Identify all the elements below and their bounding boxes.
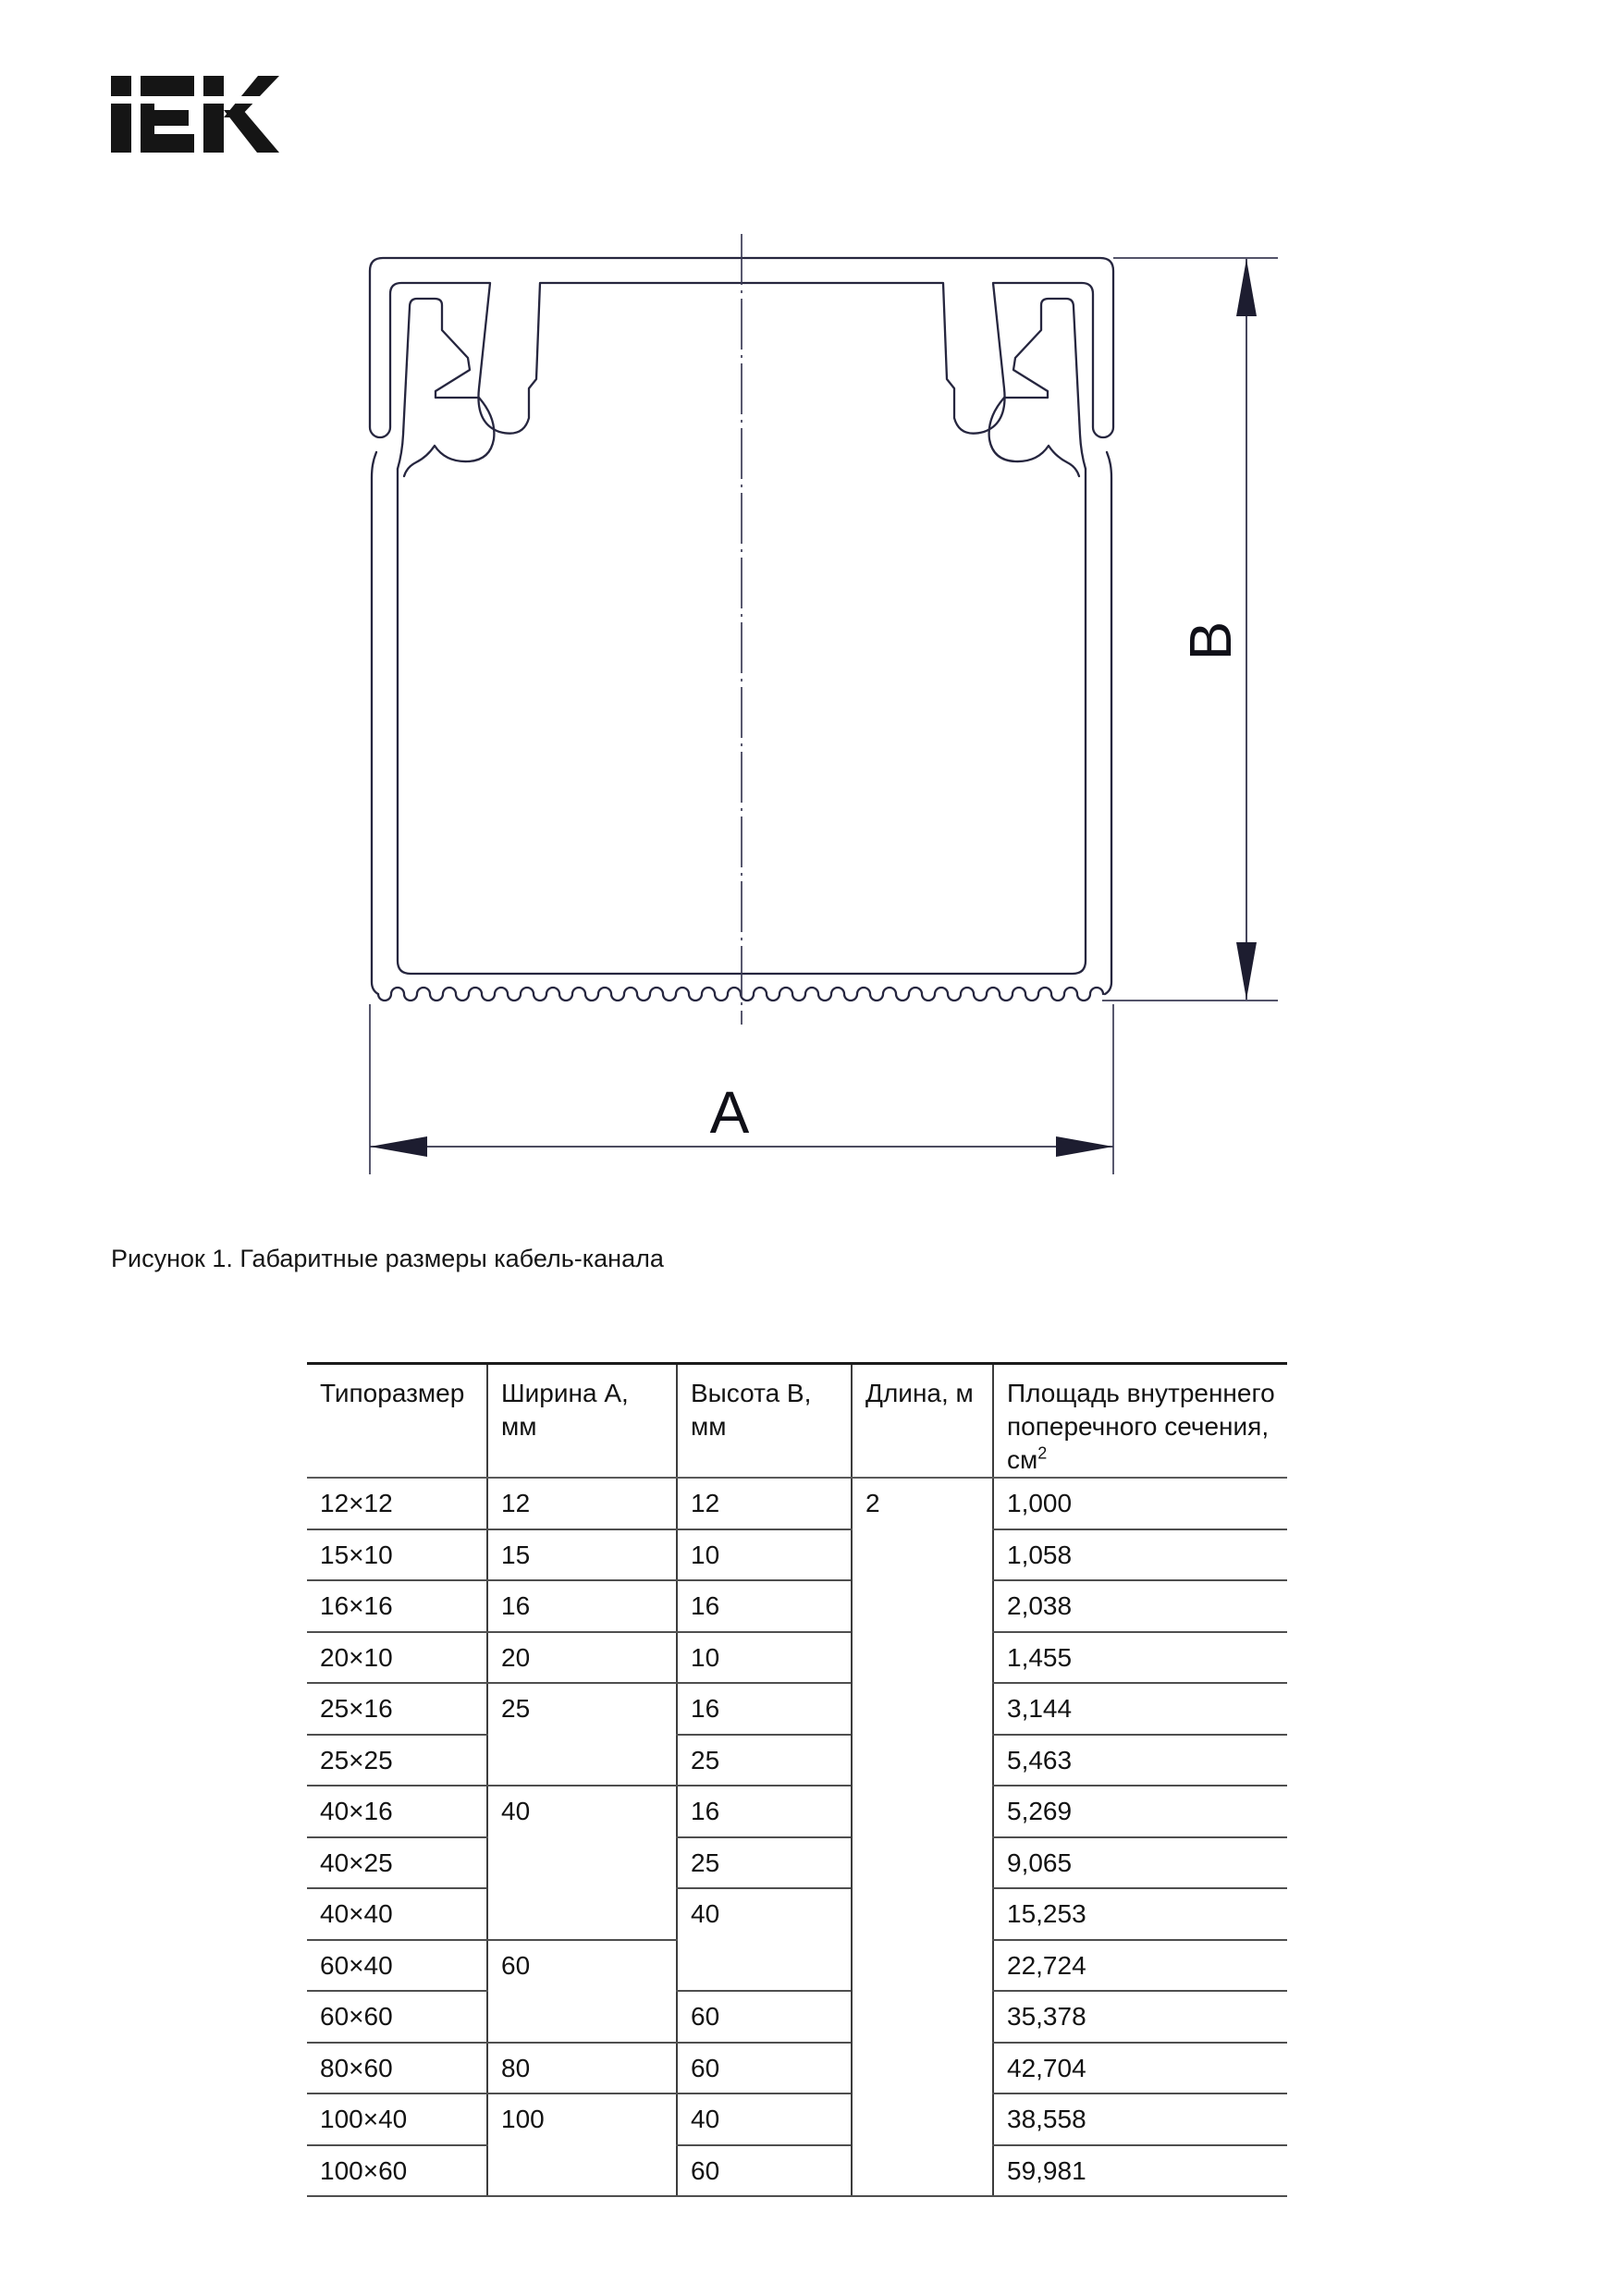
dimensions-table	[307, 1362, 1287, 2197]
height-cell: 60	[677, 2145, 852, 2197]
height-cell: 25	[677, 1837, 852, 1889]
size-cell: 60×40	[307, 1940, 487, 1992]
table-row	[307, 2043, 1287, 2094]
width-cell: 25	[487, 1683, 677, 1786]
dim-a-arrow-right	[1056, 1136, 1113, 1157]
table-row	[307, 1837, 1287, 1889]
size-cell: 40×40	[307, 1888, 487, 1940]
header-cell-3: Длина, м	[852, 1364, 993, 1479]
dimension-b-label: B	[1177, 620, 1244, 661]
base-right-wall	[1105, 452, 1111, 994]
height-cell: 16	[677, 1683, 852, 1735]
table-row	[307, 1529, 1287, 1581]
area-cell: 42,704	[993, 2043, 1287, 2094]
table-row	[307, 1735, 1287, 1786]
area-cell: 9,065	[993, 1837, 1287, 1889]
area-cell: 35,378	[993, 1991, 1287, 2043]
size-cell: 80×60	[307, 2043, 487, 2094]
table-row	[307, 1478, 1287, 1529]
height-cell: 16	[677, 1786, 852, 1837]
width-cell: 20	[487, 1632, 677, 1684]
table-row	[307, 1991, 1287, 2043]
height-cell: 10	[677, 1529, 852, 1581]
width-cell: 40	[487, 1786, 677, 1940]
table-row	[307, 1683, 1287, 1735]
dim-b-arrow-up	[1236, 259, 1257, 316]
area-cell: 59,981	[993, 2145, 1287, 2197]
width-cell: 80	[487, 2043, 677, 2094]
header-cell-area: Площадь внутреннего поперечного сечения, $см^2$	[993, 1364, 1287, 1479]
width-cell: 16	[487, 1580, 677, 1632]
area-cell: 22,724	[993, 1940, 1287, 1992]
height-cell: 40	[677, 1888, 852, 1991]
size-cell: 40×25	[307, 1837, 487, 1889]
area-cell: 2,038	[993, 1580, 1287, 1632]
table-row	[307, 1632, 1287, 1684]
height-cell: 10	[677, 1632, 852, 1684]
width-cell: 60	[487, 1940, 677, 2043]
size-cell: 12×12	[307, 1478, 487, 1529]
size-cell: 60×60	[307, 1991, 487, 2043]
height-cell: 60	[677, 1991, 852, 2043]
table-header	[307, 1364, 1287, 1479]
height-cell: 40	[677, 2093, 852, 2145]
area-cell: 1,058	[993, 1529, 1287, 1581]
width-cell: 15	[487, 1529, 677, 1581]
size-cell: 25×25	[307, 1735, 487, 1786]
height-cell: 60	[677, 2043, 852, 2094]
dim-a-arrow-left	[370, 1136, 427, 1157]
area-cell: 38,558	[993, 2093, 1287, 2145]
table-row	[307, 1888, 1287, 1940]
table-row	[307, 1786, 1287, 1837]
area-cell: 3,144	[993, 1683, 1287, 1735]
size-cell: 40×16	[307, 1786, 487, 1837]
header-cell-0: Типоразмер	[307, 1364, 487, 1479]
table-row	[307, 2145, 1287, 2197]
dimension-a-label: A	[709, 1079, 750, 1146]
size-cell: 20×10	[307, 1632, 487, 1684]
width-cell: 12	[487, 1478, 677, 1529]
area-cell: 5,269	[993, 1786, 1287, 1837]
size-cell: 100×40	[307, 2093, 487, 2145]
corrugated-bottom-edge	[378, 988, 1103, 1001]
area-cell: 5,463	[993, 1735, 1287, 1786]
figure-caption: Рисунок 1. Габаритные размеры кабель-канала	[111, 1245, 664, 1272]
area-cell: 1,000	[993, 1478, 1287, 1529]
width-cell: 100	[487, 2093, 677, 2196]
table-row	[307, 1580, 1287, 1632]
header-cell-1: Ширина А, мм	[487, 1364, 677, 1479]
header-cell-2: Высота В, мм	[677, 1364, 852, 1479]
size-cell: 25×16	[307, 1683, 487, 1735]
size-cell: 100×60	[307, 2145, 487, 2197]
height-cell: 16	[677, 1580, 852, 1632]
height-cell: 12	[677, 1478, 852, 1529]
area-cell: 15,253	[993, 1888, 1287, 1940]
height-cell: 25	[677, 1735, 852, 1786]
size-cell: 16×16	[307, 1580, 487, 1632]
base-left-wall	[372, 452, 378, 994]
area-unit-superscript: 2	[1037, 1443, 1048, 1463]
dim-b-arrow-down	[1236, 942, 1257, 1000]
table-row	[307, 2093, 1287, 2145]
length-cell: 2	[852, 1478, 993, 2196]
area-cell: 1,455	[993, 1632, 1287, 1684]
size-cell: 15×10	[307, 1529, 487, 1581]
